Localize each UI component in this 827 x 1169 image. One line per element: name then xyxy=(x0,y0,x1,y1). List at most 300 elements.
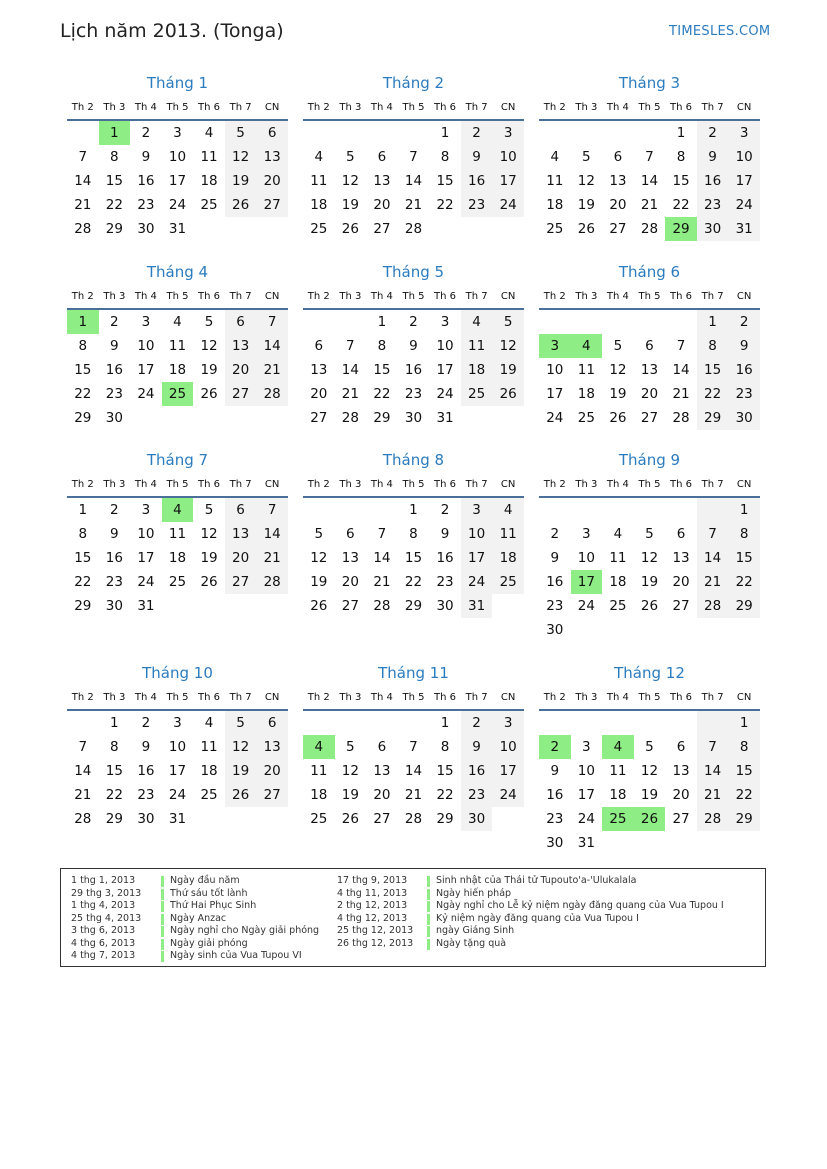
empty-cell xyxy=(571,310,603,334)
day-cell: 28 xyxy=(74,221,92,237)
day-cell: 18 xyxy=(168,550,187,566)
day-cell: 14 xyxy=(404,173,423,189)
weekday-label: Th 6 xyxy=(434,479,457,490)
day-cell: 16 xyxy=(546,574,564,590)
legend-marker xyxy=(161,939,164,950)
day-cell: 20 xyxy=(225,546,257,570)
day-cell: 8 xyxy=(377,338,387,354)
legend-row xyxy=(337,888,724,901)
day-cell: 19 xyxy=(341,787,359,803)
weekday-label: Th 6 xyxy=(198,692,221,703)
weekday-label: Th 2 xyxy=(71,291,94,302)
day-cell: 11 xyxy=(168,526,187,542)
day-cell: 22 xyxy=(74,574,92,590)
day-cell: 31 xyxy=(137,598,155,614)
day-cell: 28 xyxy=(256,382,288,406)
day-cell: 9 xyxy=(110,526,119,542)
empty-cell xyxy=(571,121,603,145)
day-grid xyxy=(67,711,288,831)
day-cell: 18 xyxy=(609,574,627,590)
weekday-label: Th 4 xyxy=(606,479,629,490)
day-cell: 10 xyxy=(168,149,187,165)
day-cell: 18 xyxy=(310,787,328,803)
empty-cell xyxy=(602,310,634,334)
day-cell: 3 xyxy=(141,314,151,330)
day-cell: 23 xyxy=(728,382,760,406)
weekday-label: Th 5 xyxy=(166,479,189,490)
day-cell: 7 xyxy=(409,739,418,755)
month-6 xyxy=(539,261,760,430)
day-cell: 5 xyxy=(645,739,654,755)
day-cell: 14 xyxy=(74,763,92,779)
day-cell: 18 xyxy=(200,763,218,779)
day-cell: 13 xyxy=(373,173,391,189)
day-cell: 28 xyxy=(341,410,359,426)
day-cell: 7 xyxy=(256,498,288,522)
day-cell: 17 xyxy=(728,169,760,193)
day-cell: 27 xyxy=(373,811,391,827)
day-cell: 22 xyxy=(697,382,729,406)
day-cell: 5 xyxy=(613,338,623,354)
holiday-day-cell: 3 xyxy=(539,334,571,358)
legend-holiday-name: Ngày hiến pháp xyxy=(436,887,512,899)
empty-cell xyxy=(335,711,367,735)
day-cell: 27 xyxy=(225,570,257,594)
day-cell: 21 xyxy=(697,783,729,807)
day-cell: 13 xyxy=(256,145,288,169)
day-cell: 22 xyxy=(105,197,123,213)
legend-date: 4 thg 7, 2013 xyxy=(71,950,136,961)
day-cell: 11 xyxy=(577,362,595,378)
day-cell: 8 xyxy=(697,334,729,358)
day-grid xyxy=(539,498,760,642)
weekday-label: Th 3 xyxy=(103,479,126,490)
weekday-label: Th 7 xyxy=(465,479,488,490)
month-name: Tháng 4 xyxy=(146,263,209,281)
day-cell: 24 xyxy=(168,787,187,803)
day-cell: 26 xyxy=(200,574,218,590)
day-cell: 17 xyxy=(436,362,454,378)
day-cell: 24 xyxy=(461,570,493,594)
legend-row xyxy=(337,913,724,926)
day-cell: 23 xyxy=(697,193,729,217)
day-cell: 15 xyxy=(436,763,454,779)
holiday-day-cell: 4 xyxy=(602,735,634,759)
legend-row xyxy=(71,900,319,913)
day-cell: 1 xyxy=(377,314,387,330)
day-cell: 5 xyxy=(225,711,257,735)
day-cell: 20 xyxy=(609,197,627,213)
holiday-day-cell: 26 xyxy=(634,807,666,831)
day-cell: 8 xyxy=(440,149,450,165)
day-cell: 28 xyxy=(672,410,690,426)
day-cell: 26 xyxy=(200,386,218,402)
day-cell: 28 xyxy=(74,811,92,827)
day-cell: 2 xyxy=(728,310,760,334)
day-cell: 3 xyxy=(582,526,591,542)
day-cell: 11 xyxy=(461,334,493,358)
weekday-label: Th 2 xyxy=(543,479,566,490)
day-cell: 23 xyxy=(546,811,564,827)
day-cell: 29 xyxy=(436,811,454,827)
day-cell: 27 xyxy=(373,221,391,237)
day-cell: 31 xyxy=(168,811,187,827)
day-cell: 2 xyxy=(110,314,119,330)
day-cell: 26 xyxy=(492,382,524,406)
day-cell: 2 xyxy=(141,125,151,141)
legend-marker xyxy=(427,901,430,912)
empty-cell xyxy=(634,498,666,522)
day-cell: 5 xyxy=(314,526,324,542)
day-cell: 29 xyxy=(105,221,123,237)
day-cell: 2 xyxy=(461,711,493,735)
day-cell: 18 xyxy=(200,173,218,189)
day-cell: 26 xyxy=(341,221,359,237)
empty-cell xyxy=(67,121,99,145)
day-cell: 16 xyxy=(461,759,493,783)
day-cell: 4 xyxy=(461,310,493,334)
day-cell: 20 xyxy=(256,759,288,783)
month-5 xyxy=(303,261,524,430)
day-cell: 28 xyxy=(697,594,729,618)
day-cell: 9 xyxy=(728,334,760,358)
day-cell: 6 xyxy=(225,310,257,334)
day-cell: 9 xyxy=(409,338,418,354)
empty-cell xyxy=(634,711,666,735)
weekday-label: Th 6 xyxy=(670,102,693,113)
day-cell: 13 xyxy=(672,763,690,779)
legend-holiday-name: Ngày nghỉ cho Lễ kỷ niệm ngày đăng quang của Vua Tupou I xyxy=(436,900,724,911)
day-cell: 14 xyxy=(640,173,659,189)
month-7 xyxy=(67,449,288,618)
day-cell: 6 xyxy=(377,149,387,165)
day-cell: 6 xyxy=(645,338,654,354)
weekday-label: Th 3 xyxy=(103,102,126,113)
weekday-label: CN xyxy=(736,102,752,113)
day-cell: 14 xyxy=(256,522,288,546)
legend-row xyxy=(71,950,319,963)
day-cell: 26 xyxy=(310,598,328,614)
weekday-label: Th 2 xyxy=(71,479,94,490)
day-cell: 11 xyxy=(492,522,524,546)
empty-cell xyxy=(539,711,571,735)
day-cell: 26 xyxy=(609,410,627,426)
day-cell: 23 xyxy=(436,574,454,590)
day-cell: 30 xyxy=(137,811,155,827)
legend-holiday-name: Thứ sáu tốt lành xyxy=(170,887,248,899)
day-cell: 17 xyxy=(137,362,155,378)
day-cell: 28 xyxy=(373,598,391,614)
day-cell: 23 xyxy=(546,598,564,614)
day-cell: 17 xyxy=(492,169,524,193)
month-name: Tháng 3 xyxy=(618,74,681,92)
day-cell: 10 xyxy=(577,550,595,566)
day-cell: 5 xyxy=(492,310,524,334)
weekday-label: Th 5 xyxy=(166,692,189,703)
weekday-label: Th 3 xyxy=(575,291,598,302)
holiday-day-cell: 29 xyxy=(665,217,697,241)
legend-column-left xyxy=(71,875,319,963)
weekday-label: Th 7 xyxy=(465,102,488,113)
day-cell: 21 xyxy=(256,358,288,382)
day-cell: 3 xyxy=(173,715,182,731)
day-cell: 10 xyxy=(546,362,564,378)
month-name: Tháng 11 xyxy=(378,664,449,682)
day-cell: 28 xyxy=(640,221,659,237)
weekday-label: Th 2 xyxy=(71,102,94,113)
weekday-label: Th 6 xyxy=(198,291,221,302)
weekday-label: CN xyxy=(500,692,516,703)
weekday-header xyxy=(67,473,288,498)
day-cell: 9 xyxy=(461,145,493,169)
day-cell: 4 xyxy=(204,715,214,731)
day-cell: 27 xyxy=(341,598,359,614)
empty-cell xyxy=(303,121,335,145)
day-cell: 14 xyxy=(672,362,690,378)
month-1 xyxy=(67,72,288,241)
day-cell: 17 xyxy=(168,763,187,779)
holiday-day-cell: 25 xyxy=(602,807,634,831)
empty-cell xyxy=(366,498,398,522)
day-cell: 12 xyxy=(200,338,218,354)
legend-holiday-name: Kỷ niệm ngày đăng quang của Vua Tupou I xyxy=(436,912,639,924)
day-cell: 31 xyxy=(436,410,454,426)
day-cell: 22 xyxy=(728,570,760,594)
legend-row xyxy=(71,913,319,926)
weekday-label: Th 5 xyxy=(402,692,425,703)
weekday-label: CN xyxy=(736,692,752,703)
day-cell: 15 xyxy=(74,550,92,566)
weekday-label: Th 6 xyxy=(198,102,221,113)
weekday-label: Th 7 xyxy=(701,692,724,703)
weekday-label: Th 7 xyxy=(229,291,252,302)
weekday-label: Th 7 xyxy=(229,692,252,703)
day-cell: 24 xyxy=(137,386,155,402)
legend-row xyxy=(71,938,319,951)
day-cell: 13 xyxy=(225,522,257,546)
day-cell: 13 xyxy=(609,173,627,189)
day-cell: 10 xyxy=(436,338,454,354)
legend-date: 4 thg 6, 2013 xyxy=(71,937,136,949)
day-cell: 15 xyxy=(404,550,423,566)
day-cell: 24 xyxy=(577,598,595,614)
day-cell: 24 xyxy=(728,193,760,217)
day-cell: 11 xyxy=(200,149,218,165)
holiday-day-cell: 25 xyxy=(162,382,194,406)
day-cell: 5 xyxy=(204,502,214,518)
legend-date: 1 thg 4, 2013 xyxy=(71,900,136,911)
day-cell: 6 xyxy=(256,711,288,735)
day-cell: 30 xyxy=(546,622,564,638)
month-name: Tháng 6 xyxy=(618,263,681,281)
weekday-label: Th 5 xyxy=(166,291,189,302)
day-cell: 30 xyxy=(105,410,123,426)
day-cell: 6 xyxy=(314,338,324,354)
legend-column-right xyxy=(337,875,724,950)
month-name: Tháng 10 xyxy=(142,664,213,682)
day-cell: 23 xyxy=(137,197,155,213)
day-cell: 28 xyxy=(404,811,423,827)
day-cell: 2 xyxy=(697,121,729,145)
legend-marker xyxy=(427,876,430,887)
day-grid xyxy=(303,498,524,618)
day-cell: 27 xyxy=(256,783,288,807)
day-cell: 1 xyxy=(440,715,450,731)
day-cell: 15 xyxy=(728,546,760,570)
day-cell: 4 xyxy=(613,526,623,542)
empty-cell xyxy=(398,711,430,735)
empty-cell xyxy=(539,121,571,145)
day-cell: 25 xyxy=(492,570,524,594)
weekday-label: Th 5 xyxy=(402,479,425,490)
weekday-label: Th 2 xyxy=(543,102,566,113)
legend-row xyxy=(71,875,319,888)
day-cell: 30 xyxy=(436,598,454,614)
day-grid xyxy=(303,310,524,430)
day-cell: 11 xyxy=(609,550,627,566)
day-cell: 25 xyxy=(200,197,218,213)
day-cell: 29 xyxy=(74,410,92,426)
legend-marker xyxy=(427,939,430,950)
day-cell: 2 xyxy=(141,715,151,731)
day-cell: 13 xyxy=(310,362,328,378)
legend-date: 1 thg 1, 2013 xyxy=(71,875,136,886)
day-grid xyxy=(303,121,524,241)
day-cell: 1 xyxy=(728,498,760,522)
day-cell: 25 xyxy=(577,410,595,426)
day-cell: 10 xyxy=(728,145,760,169)
day-cell: 16 xyxy=(546,787,564,803)
weekday-label: Th 2 xyxy=(71,692,94,703)
day-cell: 29 xyxy=(728,807,760,831)
weekday-label: CN xyxy=(264,291,280,302)
day-cell: 12 xyxy=(609,362,627,378)
weekday-label: Th 3 xyxy=(339,291,362,302)
day-cell: 25 xyxy=(461,382,493,406)
legend-row xyxy=(337,938,724,951)
day-cell: 21 xyxy=(373,574,391,590)
weekday-label: Th 2 xyxy=(543,291,566,302)
month-name: Tháng 12 xyxy=(614,664,685,682)
day-cell: 16 xyxy=(105,550,123,566)
legend-marker xyxy=(161,876,164,887)
day-cell: 3 xyxy=(582,739,591,755)
day-cell: 20 xyxy=(373,787,391,803)
day-cell: 11 xyxy=(200,739,218,755)
weekday-label: Th 4 xyxy=(134,291,157,302)
day-cell: 2 xyxy=(440,502,450,518)
day-cell: 24 xyxy=(546,410,564,426)
day-cell: 20 xyxy=(310,386,328,402)
day-cell: 28 xyxy=(256,570,288,594)
weekday-label: Th 3 xyxy=(339,479,362,490)
day-cell: 5 xyxy=(225,121,257,145)
day-cell: 7 xyxy=(256,310,288,334)
day-cell: 13 xyxy=(373,763,391,779)
day-cell: 5 xyxy=(582,149,591,165)
weekday-label: Th 5 xyxy=(402,291,425,302)
day-cell: 20 xyxy=(373,197,391,213)
empty-cell xyxy=(571,498,603,522)
day-cell: 8 xyxy=(78,338,88,354)
empty-cell xyxy=(335,310,367,334)
legend-holiday-name: Ngày giải phóng xyxy=(170,937,248,949)
month-name: Tháng 8 xyxy=(382,451,445,469)
day-cell: 30 xyxy=(137,221,155,237)
day-cell: 3 xyxy=(461,498,493,522)
day-cell: 7 xyxy=(697,522,729,546)
day-cell: 17 xyxy=(137,550,155,566)
holiday-day-cell: 1 xyxy=(67,310,99,334)
weekday-label: Th 7 xyxy=(701,479,724,490)
day-cell: 1 xyxy=(676,125,686,141)
day-cell: 4 xyxy=(314,149,324,165)
day-cell: 24 xyxy=(137,574,155,590)
day-cell: 12 xyxy=(492,334,524,358)
day-grid xyxy=(539,121,760,241)
day-cell: 30 xyxy=(728,406,760,430)
day-cell: 15 xyxy=(373,362,391,378)
day-cell: 21 xyxy=(672,386,690,402)
day-cell: 21 xyxy=(256,546,288,570)
brand-link[interactable]: TIMESLES.COM xyxy=(669,24,771,39)
weekday-label: Th 4 xyxy=(606,102,629,113)
day-cell: 26 xyxy=(577,221,595,237)
day-cell: 16 xyxy=(697,169,729,193)
month-4 xyxy=(67,261,288,430)
month-9 xyxy=(539,449,760,642)
day-cell: 2 xyxy=(409,314,418,330)
day-cell: 25 xyxy=(168,574,187,590)
weekday-label: Th 2 xyxy=(307,102,330,113)
day-cell: 12 xyxy=(577,173,595,189)
day-cell: 22 xyxy=(373,386,391,402)
legend-holiday-name: Sinh nhật của Thái tử Tupouto'a-'Ulukalala xyxy=(436,875,637,886)
day-cell: 13 xyxy=(672,550,690,566)
day-cell: 18 xyxy=(609,787,627,803)
month-name: Tháng 7 xyxy=(146,451,209,469)
day-cell: 12 xyxy=(640,550,659,566)
month-2 xyxy=(303,72,524,241)
empty-cell xyxy=(602,711,634,735)
day-cell: 22 xyxy=(672,197,690,213)
empty-cell xyxy=(602,121,634,145)
day-cell: 20 xyxy=(672,787,690,803)
holiday-day-cell: 4 xyxy=(571,334,603,358)
empty-cell xyxy=(335,121,367,145)
day-cell: 15 xyxy=(74,362,92,378)
day-cell: 31 xyxy=(577,835,595,851)
month-name: Tháng 1 xyxy=(146,74,209,92)
day-cell: 20 xyxy=(341,574,359,590)
day-cell: 16 xyxy=(404,362,423,378)
day-cell: 3 xyxy=(728,121,760,145)
weekday-label: CN xyxy=(500,102,516,113)
legend-row xyxy=(337,925,724,938)
day-cell: 2 xyxy=(550,526,560,542)
month-11 xyxy=(303,662,524,831)
day-cell: 10 xyxy=(168,739,187,755)
day-cell: 23 xyxy=(105,386,123,402)
weekday-label: Th 4 xyxy=(134,102,157,113)
day-cell: 7 xyxy=(676,338,686,354)
day-grid xyxy=(67,121,288,241)
weekday-label: Th 5 xyxy=(402,102,425,113)
day-cell: 7 xyxy=(697,735,729,759)
day-grid xyxy=(67,310,288,430)
weekday-label: CN xyxy=(264,479,280,490)
weekday-label: Th 5 xyxy=(638,479,661,490)
